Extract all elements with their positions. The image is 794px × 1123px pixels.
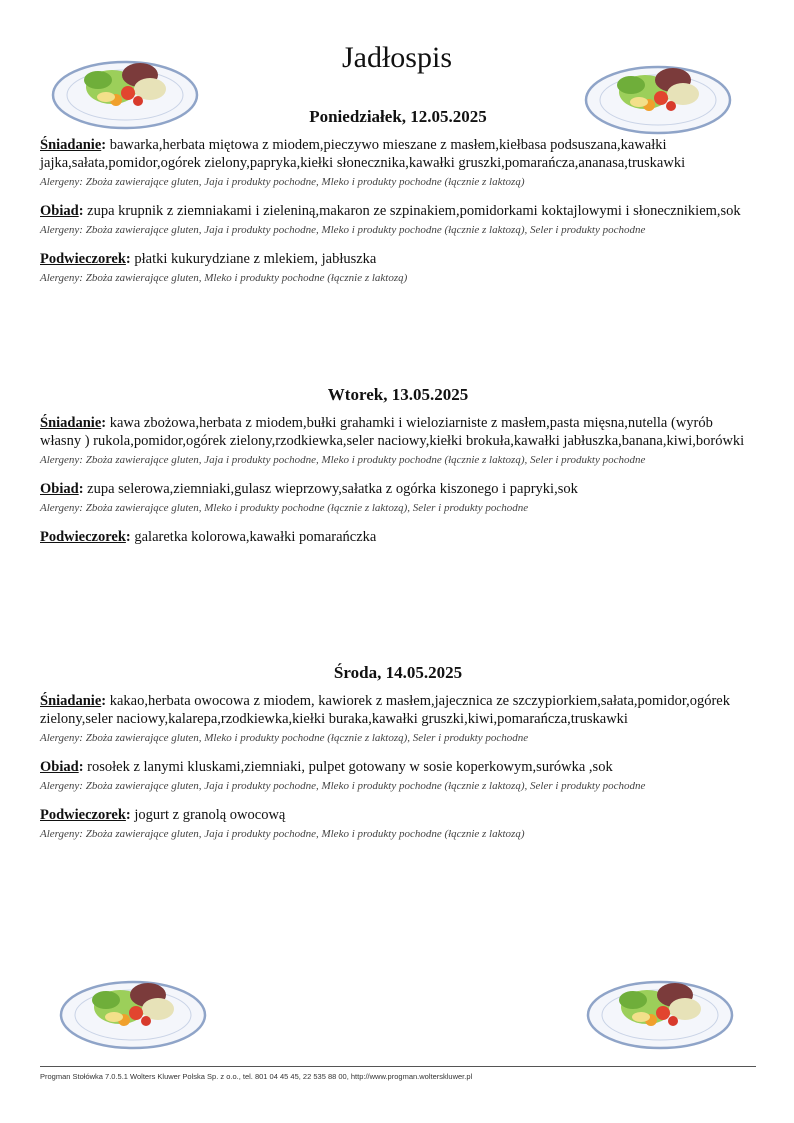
meal-description: jogurt z granolą owocową xyxy=(134,807,286,823)
meal-snack: Podwieczorek: płatki kukurydziane z mlekiem, jabłuszka Alergeny: Zboża zawierające gluten, Mleko i produkty pochodne (łącznie z laktozą) xyxy=(40,250,756,286)
meal-breakfast: Śniadanie: kawa zbożowa,herbata z miodem,bułki grahamki i wieloziarniste z masłem,pasta mięsna,nutella (wyrób własny ) rukola,pomidor,ogórek zielony,rzodkiewka,seler naciowy,kiełki brokuła,kawałki jabłuszka,banana,kiwi,borówki Alergeny: Zboża zawierające gluten, Jaja i produkty pochodne, Mleko i produkty pochodne (łącznie z laktozą), Seler i produkty pochodne xyxy=(40,414,756,468)
meal-description: galaretka kolorowa,kawałki pomarańczka xyxy=(134,529,377,545)
allergens-note: Alergeny: Zboża zawierające gluten, Mleko i produkty pochodne (łącznie z laktozą), Seler i produkty pochodne xyxy=(40,502,529,514)
meal-description: kawa zbożowa,herbata z miodem,bułki grahamki i wieloziarniste z masłem,pasta mięsna,nutella (wyrób własny ) rukola,pomidor,ogórek zielony,rzodkiewka,seler naciowy,kiełki brokuła,kawałki jabłuszka,banana,kiwi,borówki xyxy=(40,415,745,449)
day-heading: Środa, 14.05.2025 xyxy=(333,663,463,682)
meal-description: bawarka,herbata miętowa z miodem,pieczywo mieszane z masłem,kiełbasa podsuszana,kawałki jajka,sałata,pomidor,ogórek zielony,papryka,kiełki słonecznika,kawałki gruszki,pomarańcza,ananasa,truskawki xyxy=(40,137,686,171)
day-section-tuesday xyxy=(40,384,756,558)
meal-breakfast: Śniadanie: bawarka,herbata miętowa z miodem,pieczywo mieszane z masłem,kiełbasa podsuszana,kawałki jajka,sałata,pomidor,ogórek zielony,papryka,kiełki słonecznika,kawałki gruszki,pomarańcza,ananasa,truskawki Alergeny: Zboża zawierające gluten, Jaja i produkty pochodne, Mleko i produkty pochodne (łącznie z laktozą) xyxy=(40,136,756,190)
allergens-note: Alergeny: Zboża zawierające gluten, Jaja i produkty pochodne, Mleko i produkty pochodne (łącznie z laktozą) xyxy=(40,828,525,840)
meal-name: Podwieczorek xyxy=(40,251,126,267)
allergens-note: Alergeny: Zboża zawierające gluten, Mleko i produkty pochodne (łącznie z laktozą) xyxy=(40,272,408,284)
footer-divider xyxy=(40,1066,756,1067)
allergens-note: Alergeny: Zboża zawierające gluten, Jaja i produkty pochodne, Mleko i produkty pochodne (łącznie z laktozą), Seler i produkty pochodne xyxy=(40,454,646,466)
meal-description: kakao,herbata owocowa z miodem, kawiorek z masłem,jajecznica ze szczypiorkiem,sałata,pomidor,ogórek zielony,seler naciowy,kalarepa,rzodkiewka,kiełki buraka,kawałki gruszki,kiwi,pomarańcza,truskawki xyxy=(40,693,730,727)
meal-breakfast: Śniadanie: kakao,herbata owocowa z miodem, kawiorek z masłem,jajecznica ze szczypiorkiem,sałata,pomidor,ogórek zielony,seler naciowy,kalarepa,rzodkiewka,kiełki buraka,kawałki gruszki,kiwi,pomarańcza,truskawki Alergeny: Zboża zawierające gluten, Mleko i produkty pochodne (łącznie z laktozą), Seler i produkty pochodne xyxy=(40,692,756,746)
meal-name: Śniadanie xyxy=(40,137,102,153)
meal-description: płatki kukurydziane z mlekiem, jabłuszka xyxy=(134,251,377,267)
meal-name: Obiad xyxy=(40,759,79,775)
meal-name: Śniadanie xyxy=(40,693,102,709)
footer-text: Progman Stołówka 7.0.5.1 Wolters Kluwer Polska Sp. z o.o., tel. 801 04 45 45, 22 535 88 00, http://www.progman.wolterskluwer.pl xyxy=(40,1072,473,1081)
meal-name: Podwieczorek xyxy=(40,529,126,545)
allergens-note: Alergeny: Zboża zawierające gluten, Jaja i produkty pochodne, Mleko i produkty pochodne (łącznie z laktozą), Seler i produkty pochodne xyxy=(40,780,646,792)
day-section-wednesday xyxy=(40,662,756,854)
meal-name: Śniadanie xyxy=(40,415,102,431)
meal-name: Obiad xyxy=(40,203,79,219)
meal-description: zupa selerowa,ziemniaki,gulasz wieprzowy,sałatka z ogórka kiszonego i papryki,sok xyxy=(87,481,578,497)
meal-snack: Podwieczorek: jogurt z granolą owocową Alergeny: Zboża zawierające gluten, Jaja i produkty pochodne, Mleko i produkty pochodne (łącznie z laktozą) xyxy=(40,806,756,842)
allergens-note: Alergeny: Zboża zawierające gluten, Jaja i produkty pochodne, Mleko i produkty pochodne (łącznie z laktozą) xyxy=(40,176,525,188)
day-heading: Wtorek, 13.05.2025 xyxy=(327,385,469,404)
meal-description: zupa krupnik z ziemniakami i zieleniną,makaron ze szpinakiem,pomidorkami koktajlowymi i słonecznikiem,sok xyxy=(87,203,741,219)
meal-lunch: Obiad: rosołek z lanymi kluskami,ziemniaki, pulpet gotowany w sosie koperkowym,surówka ,sok Alergeny: Zboża zawierające gluten, Jaja i produkty pochodne, Mleko i produkty pochodne (łącznie z laktozą), Seler i produkty pochodne xyxy=(40,758,756,794)
salad-plate-icon xyxy=(58,965,208,1050)
meal-snack: Podwieczorek: galaretka kolorowa,kawałki pomarańczka xyxy=(40,529,377,545)
meal-lunch: Obiad: zupa selerowa,ziemniaki,gulasz wieprzowy,sałatka z ogórka kiszonego i papryki,sok Alergeny: Zboża zawierające gluten, Mleko i produkty pochodne (łącznie z laktozą), Seler i produkty pochodne xyxy=(40,480,756,516)
page-title: Jadłospis xyxy=(341,41,452,74)
meal-name: Podwieczorek xyxy=(40,807,126,823)
day-section-monday xyxy=(40,106,756,298)
salad-plate-icon xyxy=(585,965,735,1050)
meal-description: rosołek z lanymi kluskami,ziemniaki, pulpet gotowany w sosie koperkowym,surówka ,sok xyxy=(87,759,613,775)
meal-name: Obiad xyxy=(40,481,79,497)
meal-lunch: Obiad: zupa krupnik z ziemniakami i zieleniną,makaron ze szpinakiem,pomidorkami koktajlowymi i słonecznikiem,sok Alergeny: Zboża zawierające gluten, Jaja i produkty pochodne, Mleko i produkty pochodne (łącznie z laktozą), Seler i produkty pochodne xyxy=(40,202,756,238)
allergens-note: Alergeny: Zboża zawierające gluten, Jaja i produkty pochodne, Mleko i produkty pochodne (łącznie z laktozą), Seler i produkty pochodne xyxy=(40,224,646,236)
day-heading: Poniedziałek, 12.05.2025 xyxy=(309,107,487,126)
allergens-note: Alergeny: Zboża zawierające gluten, Mleko i produkty pochodne (łącznie z laktozą), Seler i produkty pochodne xyxy=(40,732,529,744)
